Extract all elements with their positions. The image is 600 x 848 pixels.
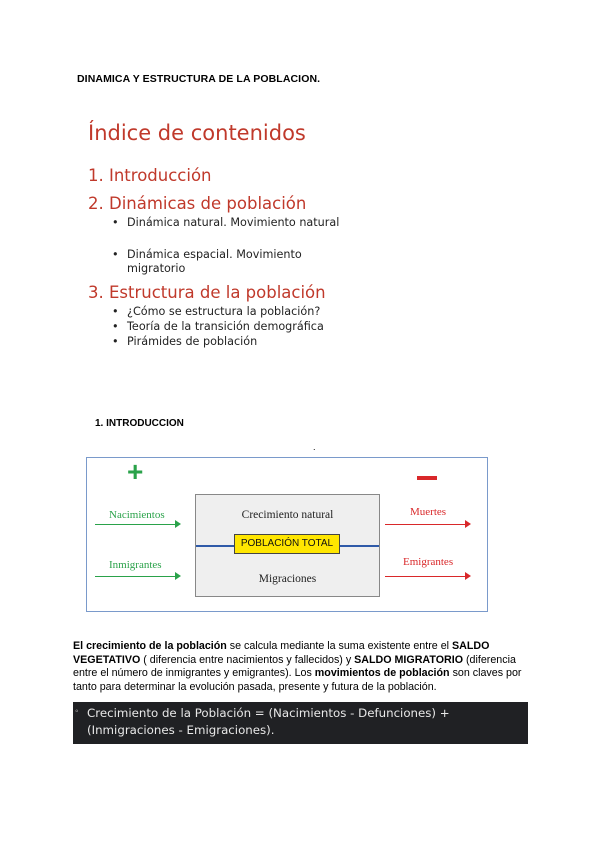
arrow-line <box>95 524 175 525</box>
label-nacimientos: Nacimientos <box>109 509 165 521</box>
body-paragraph: El crecimiento de la población se calcula mediante la suma existente entre el SALDO VEGETATIVO ( diferencia entre nacimientos y fallecidos) y SALDO MIGRATORIO (diferencia entre el número de inmigrantes y emigrantes). Los movimientos de población son claves por tanto para determinar la evolución pasada, presente y futura de la población. <box>73 640 522 693</box>
index-heading: Índice de contenidos <box>88 121 306 145</box>
center-box <box>195 494 380 597</box>
label-crecimiento-natural: Crecimiento natural <box>241 509 334 521</box>
label-muertes: Muertes <box>410 506 447 518</box>
plus-icon: + <box>127 456 144 487</box>
population-diagram <box>86 457 488 612</box>
minus-icon <box>417 476 437 480</box>
formula-text: Crecimiento de la Población = (Nacimientos - Defunciones) + (Inmigraciones - Emigraciones). <box>87 706 450 737</box>
index-item: • Pirámides de población <box>112 335 258 348</box>
label-emigrantes: Emigrantes <box>403 556 454 568</box>
arrow-head <box>465 520 471 528</box>
arrow-head <box>175 572 181 580</box>
index-item: • Dinámica natural. Movimiento natural <box>112 216 340 229</box>
arrow-line <box>385 524 465 525</box>
index-item: • Dinámica espacial. Movimiento migratorio <box>112 248 302 275</box>
section-heading-introduccion: 1. INTRODUCCION <box>95 418 184 429</box>
label-inmigrantes: Inmigrantes <box>109 559 162 571</box>
label-migraciones: Migraciones <box>258 573 317 585</box>
document-title: DINAMICA Y ESTRUCTURA DE LA POBLACION. <box>77 73 321 85</box>
index-section-3: 3. Estructura de la población <box>88 283 326 302</box>
formula-box <box>73 702 528 744</box>
poblacion-total-box: POBLACIÓN TOTAL <box>234 534 340 554</box>
arrow-head <box>465 572 471 580</box>
arrow-head <box>175 520 181 528</box>
arrow-line <box>95 576 175 577</box>
index-section-1: 1. Introducción <box>88 166 212 185</box>
stray-dot: . <box>313 442 316 452</box>
index-section-2: 2. Dinámicas de población <box>88 194 307 213</box>
arrow-line <box>385 576 465 577</box>
index-item: • Teoría de la transición demográfica <box>112 320 324 333</box>
circle-bullet-icon: ◦ <box>75 706 79 717</box>
index-item: • ¿Cómo se estructura la población? <box>112 305 321 318</box>
